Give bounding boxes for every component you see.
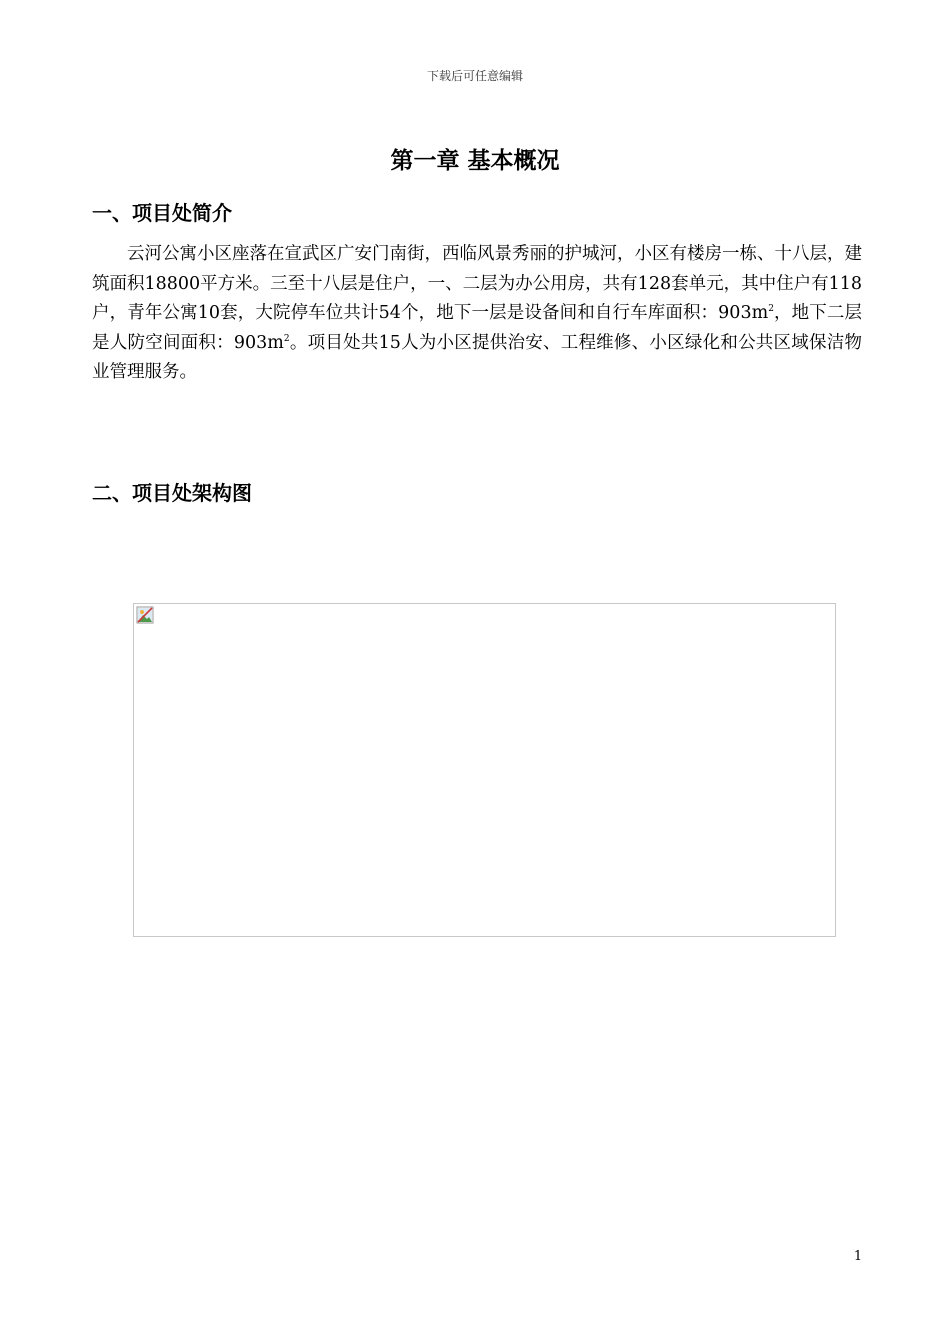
chapter-title: 第一章 基本概况 [390, 147, 560, 174]
intro-text-part3: 。项目处共15人为小区提供治安、工程维修、小区绿化和公共区域保洁物业管理服务。 [92, 332, 862, 382]
page-header-note: 下载后可任意编辑 [426, 69, 523, 83]
intro-paragraph [92, 240, 862, 388]
area-unit-superscript: 2 [768, 304, 774, 315]
area-unit-superscript: 2 [283, 333, 290, 344]
section-heading-intro: 一、项目处简介 [92, 201, 232, 225]
intro-text-part2: ，地下二层是人防空间面积：903m [92, 303, 863, 353]
section-heading-org-chart: 二、项目处架构图 [92, 481, 252, 505]
page-number: 1 [853, 1249, 863, 1264]
broken-image-icon [136, 606, 154, 624]
org-chart-image-placeholder [133, 603, 836, 937]
intro-text-part1: 云河公寓小区座落在宣武区广安门南街，西临风景秀丽的护城河，小区有楼房一栋、十八层，建筑面积18800平方米。三至十八层是住户，一、二层为办公用房，共有128套单元，其中住户有118户，青年公寓10套，大院停车位共计54个，地下一层是设备间和自行车库面积：903m [92, 244, 862, 323]
